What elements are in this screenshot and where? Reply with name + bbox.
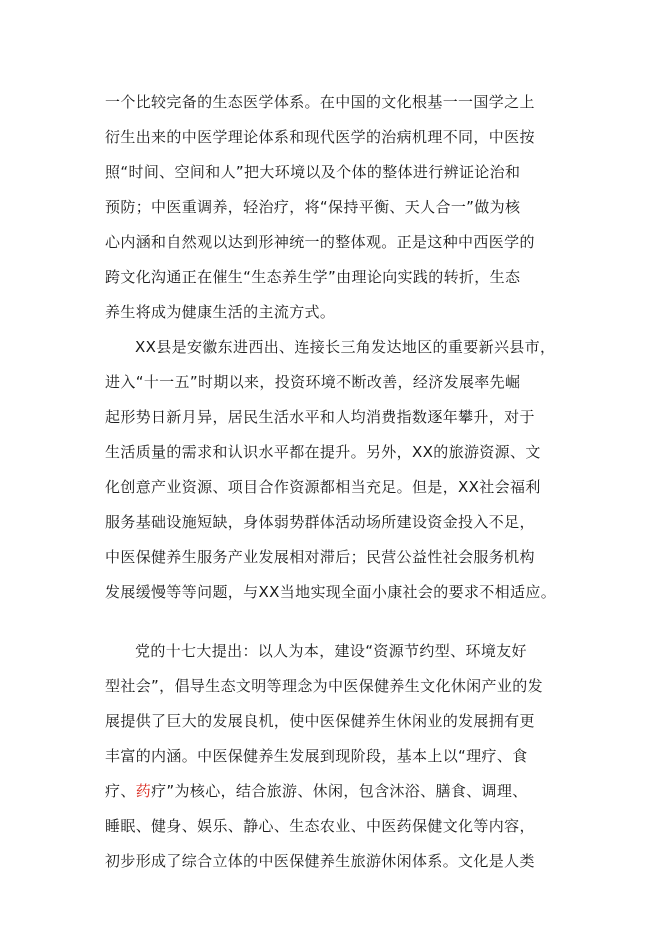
text-line: 党的十七大提出：以人为本，建设“资源节约型、环境友好 [135,642,527,660]
text-line: 展提供了巨大的发展良机，使中医保健养生休闲业的发展拥有更 [105,712,535,730]
text-line: 服务基础设施短缺，身体弱势群体活动场所建设资金投入不足， [105,513,535,531]
text-line: 中医保健养生服务产业发展相对滞后；民营公益性社会服务机构 [105,548,535,566]
text-segment: 疗、 [105,782,136,800]
text-line: 进入“十一五”时期以来，投资环境不断改善，经济发展率先崛 [105,373,521,391]
text-line: 丰富的内涵。中医保健养生发展到现阶段，基本上以“理疗、食 [105,747,528,765]
text-line: 发展缓慢等等问题，与XX当地实现全面小康社会的要求不相适应。 [105,583,557,601]
text-line: 生活质量的需求和认识水平都在提升。另外，XX的旅游资源、文 [105,443,541,461]
text-line: 起形势日新月异，居民生活水平和人均消费指数逐年攀升，对于 [105,408,535,426]
text-line: 养生将成为健康生活的主流方式。 [105,303,336,321]
text-line: XX县是安徽东进西出、连接长三角发达地区的重要新兴县市， [135,338,556,356]
text-line-with-highlight [105,781,528,801]
text-line: 跨文化沟通正在催生“生态养生学”由理论向实践的转折，生态 [105,268,521,286]
text-line: 预防；中医重调养，轻治疗，将“保持平衡、天人合一”做为核 [105,198,521,216]
highlighted-character: 药 [135,782,152,800]
text-line: 初步形成了综合立体的中医保健养生旅游休闲体系。文化是人类 [105,852,535,870]
text-line: 型社会”，倡导生态文明等理念为中医保健养生文化休闲产业的发 [105,677,543,695]
text-line: 一个比较完备的生态医学体系。在中国的文化根基一一国学之上 [105,93,535,111]
text-line: 睡眠、健身、娱乐、静心、生态农业、中医药保健文化等内容， [105,817,535,835]
text-line: 化创意产业资源、项目合作资源都相当充足。但是，XX社会福利 [105,478,541,496]
text-line: 照“时间、空间和人”把大环境以及个体的整体进行辨证论治和 [105,163,521,181]
text-segment: 疗”为核心，结合旅游、休闲，包含沐浴、膳食、调理、 [151,782,528,800]
text-line: 衍生出来的中医学理论体系和现代医学的治病机理不同，中医按 [105,128,535,146]
text-line: 心内涵和自然观以达到形神统一的整体观。正是这种中西医学的 [105,233,535,251]
